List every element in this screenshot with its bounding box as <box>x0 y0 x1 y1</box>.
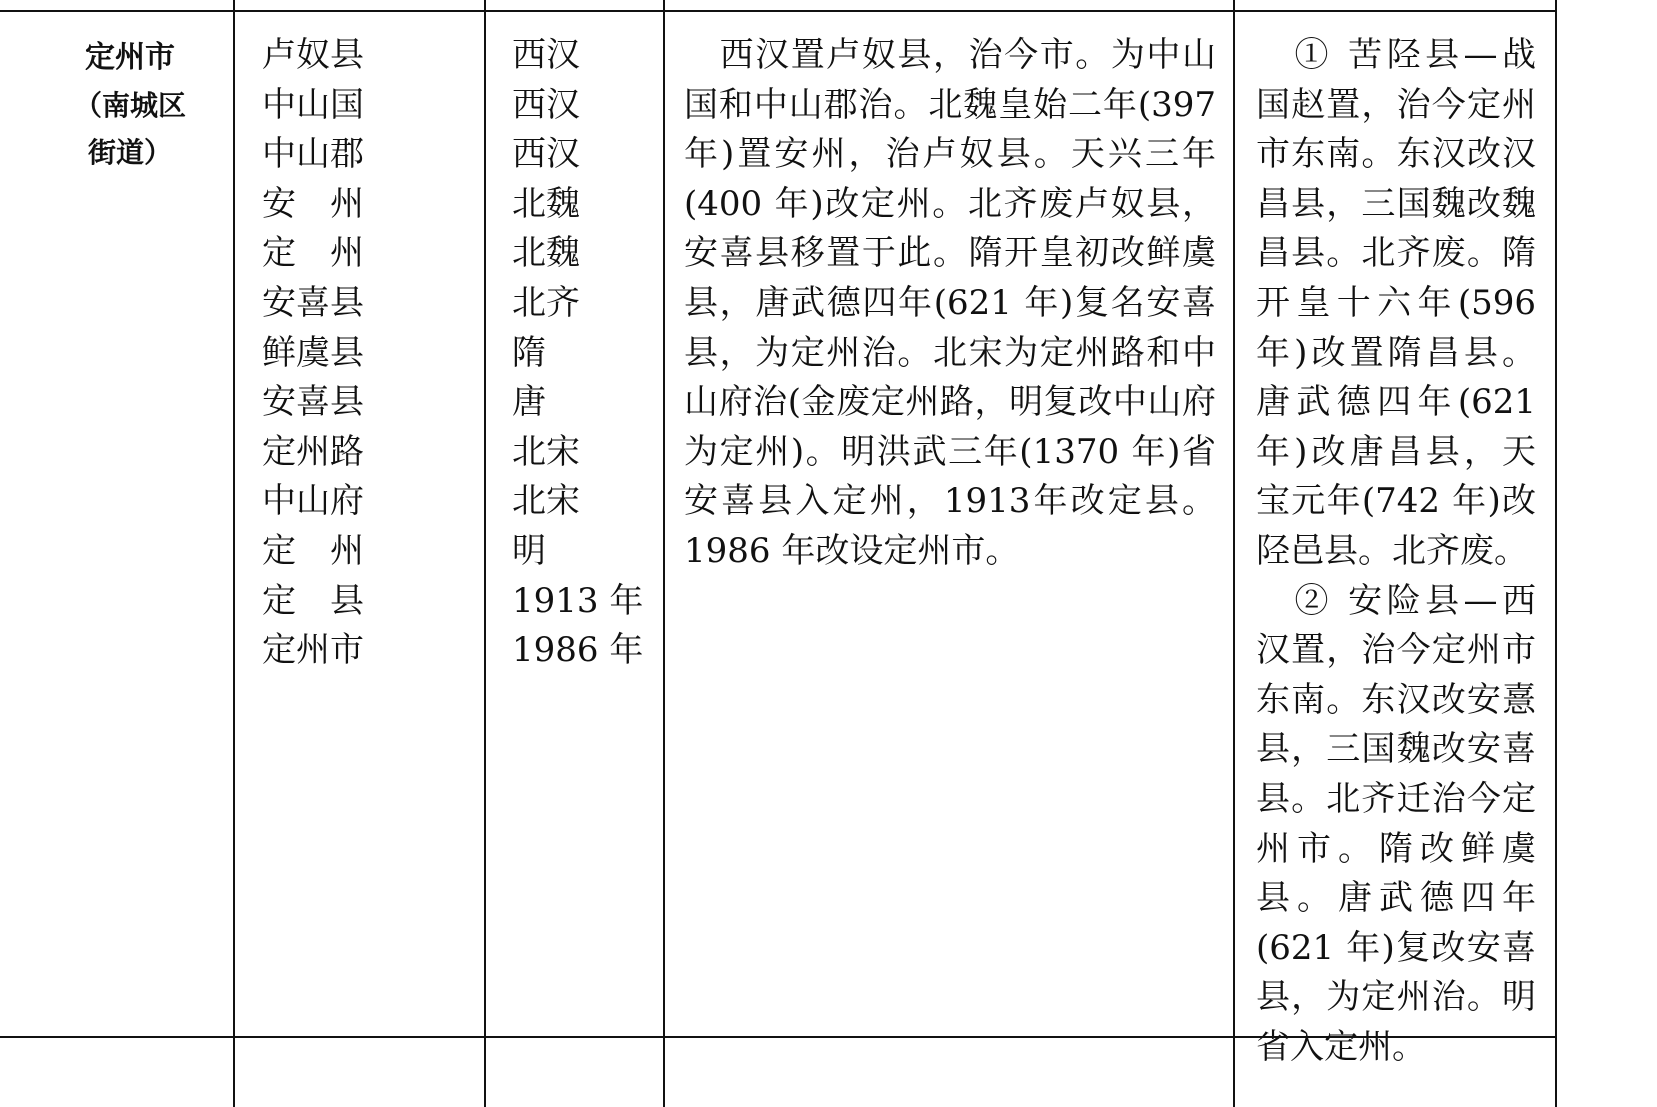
former-names-list <box>262 31 472 676</box>
periods-list <box>512 31 657 676</box>
table-right-border <box>1555 0 1557 1107</box>
former-name: 安喜县 <box>262 282 364 323</box>
period: 北宋 <box>512 431 580 472</box>
period: 西汉 <box>512 84 580 125</box>
period: 北魏 <box>512 233 580 274</box>
former-name: 安 州 <box>262 183 364 224</box>
history-text <box>684 31 1216 577</box>
location-subtitle: 街道） <box>87 136 172 169</box>
former-name: 卢奴县 <box>262 35 364 75</box>
former-name: 定 州 <box>262 530 364 571</box>
note-text: ② 安险县—西汉置，治今定州市东南。东汉改安憙县，三国魏改安喜县。北齐迁治今定州市。隋改鲜虞县。唐武德四年(621 年)复改安喜县，为定州治。明省入定州。 <box>1256 580 1536 1067</box>
table-column-divider <box>663 0 665 1107</box>
note-paragraph <box>1256 31 1536 577</box>
former-name: 定 州 <box>262 233 364 274</box>
table-column-divider <box>233 0 235 1107</box>
period: 西汉 <box>512 134 580 175</box>
periods-cell <box>512 31 657 676</box>
period: 唐 <box>512 382 546 423</box>
former-name: 中山郡 <box>262 134 364 175</box>
table-column-divider <box>1233 0 1235 1107</box>
period: 1986 年 <box>512 630 644 671</box>
period: 隋 <box>512 332 546 373</box>
history-cell <box>684 31 1216 577</box>
former-name: 安喜县 <box>262 382 364 423</box>
former-name: 中山府 <box>262 481 364 522</box>
note-paragraph <box>1256 577 1536 1073</box>
note-text: ① 苦陉县—战国赵置，治今定州市东南。东汉改汉昌县，三国魏改魏昌县。北齐废。隋开皇十六年(596年)改置隋昌县。唐武德四年(621年)改唐昌县，天宝元年(742 年)改陉邑县。北齐废。 <box>1256 35 1536 571</box>
period: 北齐 <box>512 282 580 323</box>
period: 明 <box>512 530 546 571</box>
notes-cell <box>1256 31 1536 1072</box>
former-name: 定州路 <box>262 431 364 472</box>
former-names-cell <box>262 31 472 676</box>
location-subtitle: （南城区 <box>73 89 186 122</box>
period: 北魏 <box>512 183 580 224</box>
table-column-divider <box>484 0 486 1107</box>
period: 西汉 <box>512 35 580 75</box>
location-name: 定州市 <box>85 40 175 75</box>
period: 北宋 <box>512 481 580 522</box>
former-name: 鲜虞县 <box>262 332 364 373</box>
period: 1913 年 <box>512 580 644 621</box>
former-name: 中山国 <box>262 84 364 125</box>
former-name: 定 县 <box>262 580 364 621</box>
location-cell <box>40 33 220 176</box>
former-name: 定州市 <box>262 630 364 671</box>
history-paragraph: 西汉置卢奴县，治今市。为中山国和中山郡治。北魏皇始二年(397 年)置安州，治卢奴县。天兴三年(400 年)改定州。北齐废卢奴县，安喜县移置于此。隋开皇初改鲜虞县，唐武德四年(621 年)复名安喜县，为定州治。北宋为定州路和中山府治(金废定州路，明复改中山府为定州)。明洪武三年(1370 年)省安喜县入定州，1913年改定县。1986 年改设定州市。 <box>684 35 1216 571</box>
